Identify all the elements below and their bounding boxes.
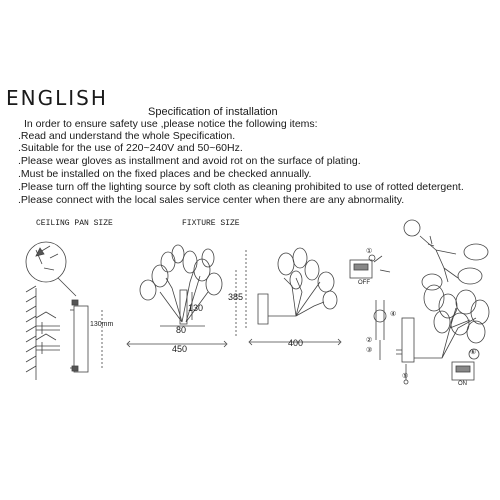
- globe-shape: [434, 311, 450, 333]
- wall-hatch: [26, 286, 36, 372]
- fixture-arms: [268, 278, 324, 316]
- globe-shape: [456, 290, 476, 314]
- ceiling-pan-label: CEILING PAN SIZE: [36, 219, 113, 228]
- fixture-width-dimension: 450: [172, 344, 188, 354]
- fixture-arms: [160, 270, 208, 322]
- ceiling-pan-plate: [74, 306, 88, 372]
- fixture-width-small: 80: [176, 325, 187, 335]
- switch-on-label: ON: [458, 381, 467, 387]
- detail-circle: [404, 220, 420, 236]
- globe-shape: [467, 321, 485, 343]
- globe-shape: [293, 248, 307, 268]
- globe-shape: [172, 245, 184, 263]
- globe-shape: [323, 291, 337, 309]
- globe-shape: [140, 280, 156, 300]
- fixture-size-label: FIXTURE SIZE: [182, 219, 240, 228]
- globe-shape: [422, 274, 442, 290]
- fixture-height-small: 130: [188, 303, 204, 313]
- step-marker: ⑤: [402, 373, 409, 380]
- globe-shape: [278, 253, 294, 275]
- globe-shape: [305, 260, 319, 280]
- globe-shape: [464, 244, 488, 260]
- spec-line: In order to ensure safety use ,please notice the following items:: [24, 118, 318, 130]
- switch-off-label: OFF: [358, 280, 370, 286]
- wall-anchor: [36, 334, 56, 340]
- step-marker: ④: [390, 311, 397, 318]
- spec-line: .Please turn off the lighting source by soft cloth as cleaning prohibited to use of rotted detergent.: [18, 181, 464, 193]
- step-marker: ⑥: [470, 349, 477, 356]
- language-heading: ENGLISH: [6, 86, 108, 110]
- globe-shape: [161, 252, 175, 272]
- screw-icon: [72, 366, 78, 371]
- spec-line: .Please connect with the local sales service center when there are any abnormality.: [18, 194, 405, 206]
- step-marker: ②: [366, 337, 373, 344]
- wall-anchor: [36, 312, 56, 318]
- spec-line: .Read and understand the whole Specification.: [18, 130, 236, 142]
- screw-icon: [72, 300, 78, 305]
- globe-shape: [458, 268, 482, 284]
- spec-line: .Please wear gloves as installment and avoid rot on the surface of plating.: [18, 155, 361, 167]
- globe-shape: [183, 251, 197, 273]
- side-wall-bracket: [258, 294, 268, 324]
- globe-shape: [471, 300, 489, 324]
- side-height-dimension: 385: [228, 292, 244, 302]
- globe-shape: [206, 273, 222, 295]
- step-marker: ①: [366, 248, 373, 255]
- wall-plate: [402, 318, 414, 362]
- globe-shape: [290, 271, 302, 289]
- wall-anchor: [36, 342, 60, 354]
- step-marker: ③: [366, 347, 373, 354]
- spec-title: Specification of installation: [148, 106, 278, 118]
- wall-anchor: [36, 322, 60, 334]
- side-depth-dimension: 400: [288, 338, 304, 348]
- fixture-arms: [420, 236, 458, 282]
- globe-shape: [318, 272, 334, 292]
- spec-line: .Suitable for the use of 220~240V and 50~60Hz.: [18, 142, 243, 154]
- spec-line: .Must be installed on the fixed places and be checked annually.: [18, 168, 312, 180]
- globe-shape: [202, 249, 214, 267]
- pan-height-dimension: 130mm: [90, 321, 114, 328]
